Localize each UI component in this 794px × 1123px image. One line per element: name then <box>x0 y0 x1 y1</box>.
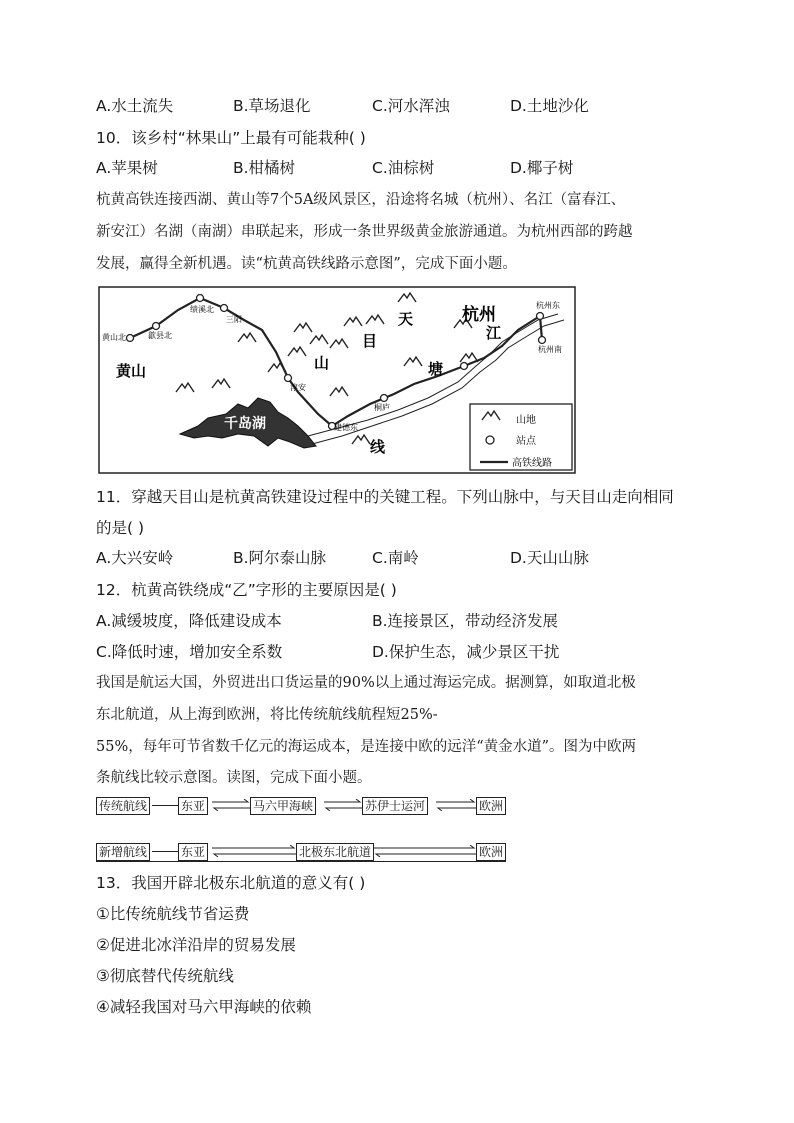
q11-option-b: B.阿尔泰山脉 <box>233 549 327 567</box>
station-shexianbei: 歙县北 <box>148 331 172 340</box>
station-huangshanbei: 黄山北 <box>102 333 126 342</box>
q9-option-b: B.草场退化 <box>233 97 311 115</box>
label-shan: 山 <box>314 354 330 372</box>
station-chunan: 淳安 <box>290 383 306 392</box>
q12-option-d: D.保护生态，减少景区干扰 <box>372 643 560 661</box>
passage1-line-2: 新安江）名湖（南湖）串联起来，形成一条世界级黄金旅游通道。为杭州西部的跨越 <box>96 224 633 240</box>
route-node-arctic: 北极东北航道 <box>296 843 374 861</box>
passage1-line-1: 杭黄高铁连接西湖、黄山等7个5A级风景区，沿途将名城（杭州）、名江（富春江、 <box>96 192 626 208</box>
station-hangzhounan: 杭州南 <box>538 345 562 354</box>
route-new-node-east-asia: 东亚 <box>178 843 208 861</box>
label-lake: 千岛湖 <box>224 416 266 432</box>
route-new <box>96 843 506 861</box>
q9-option-c: C.河水浑浊 <box>372 97 450 115</box>
station-tonglu: 桐庐 <box>374 403 390 412</box>
label-mu: 目 <box>362 332 378 350</box>
passage2-line-2: 东北航道，从上海到欧洲，将比传统航线航程短25%- <box>96 707 438 723</box>
q13-item-2: ②促进北冰洋沿岸的贸易发展 <box>96 936 296 954</box>
q13-stem: 13．我国开辟北极东北航道的意义有( ) <box>96 874 366 892</box>
route-node-suez: 苏伊士运河 <box>362 797 428 815</box>
q11-stem-line-1: 11．穿越天目山是杭黄高铁建设过程中的关键工程。下列山脉中，与天目山走向相同 <box>96 488 674 506</box>
q12-option-b: B.连接景区，带动经济发展 <box>372 612 559 630</box>
q10-option-b: B.柑橘树 <box>233 159 296 177</box>
q13-item-1: ①比传统航线节省运费 <box>96 905 250 923</box>
legend-mountain: 山地 <box>516 415 536 426</box>
station-jiandedong: 建德东 <box>334 423 358 432</box>
route-traditional <box>96 797 506 815</box>
q9-option-a: A.水土流失 <box>96 97 174 115</box>
label-huangshan: 黄山 <box>116 362 147 380</box>
station-sanyang: 三阳 <box>226 315 242 324</box>
label-xian: 线 <box>370 438 386 456</box>
q13-item-3: ③彻底替代传统航线 <box>96 967 234 985</box>
q9-option-d: D.土地沙化 <box>510 97 589 115</box>
route-node-malacca: 马六甲海峡 <box>250 797 316 815</box>
q12-option-c: C.降低时速，增加安全系数 <box>96 643 283 661</box>
legend-station: 站点 <box>516 436 536 447</box>
station-hangzhoudong: 杭州东 <box>536 301 560 310</box>
label-hangzhou: 杭州 <box>462 305 496 325</box>
passage2-line-4: 条航线比较示意图。读图，完成下面小题。 <box>96 770 372 786</box>
q11-stem-line-2: 的是( ) <box>96 519 145 537</box>
route-traditional-label: 传统航线 <box>96 797 150 815</box>
q10-option-d: D.椰子树 <box>510 159 574 177</box>
passage1-line-3: 发展，赢得全新机遇。读“杭黄高铁线路示意图”，完成下面小题。 <box>96 256 517 272</box>
route-node-east-asia: 东亚 <box>178 797 208 815</box>
label-tang: 塘 <box>428 360 444 378</box>
railway-map <box>98 286 576 474</box>
label-jiang: 江 <box>486 324 502 342</box>
q12-stem: 12．杭黄高铁绕成“乙”字形的主要原因是( ) <box>96 581 397 599</box>
route-new-node-europe: 欧洲 <box>476 843 506 861</box>
passage2-line-1: 我国是航运大国，外贸进出口货运量的90%以上通过海运完成。据测算，如取道北极 <box>96 675 636 691</box>
q10-stem: 10．该乡村“林果山”上最有可能栽种( ) <box>96 129 366 147</box>
q10-option-c: C.油棕树 <box>372 159 435 177</box>
passage2-line-3: 55%，每年可节省数千亿元的海运成本，是连接中欧的远洋“黄金水道”。图为中欧两 <box>96 739 637 755</box>
q11-option-c: C.南岭 <box>372 549 419 567</box>
legend-railway: 高铁线路 <box>512 458 552 469</box>
q12-option-a: A.减缓坡度，降低建设成本 <box>96 612 282 630</box>
q11-option-a: A.大兴安岭 <box>96 549 174 567</box>
q10-option-a: A.苹果树 <box>96 159 158 177</box>
label-tian: 天 <box>398 310 414 328</box>
q11-option-d: D.天山山脉 <box>510 549 589 567</box>
route-node-europe: 欧洲 <box>476 797 506 815</box>
station-jixibei: 绩溪北 <box>190 305 214 314</box>
route-new-label: 新增航线 <box>96 843 150 861</box>
q13-item-4: ④减轻我国对马六甲海峡的依赖 <box>96 998 312 1016</box>
